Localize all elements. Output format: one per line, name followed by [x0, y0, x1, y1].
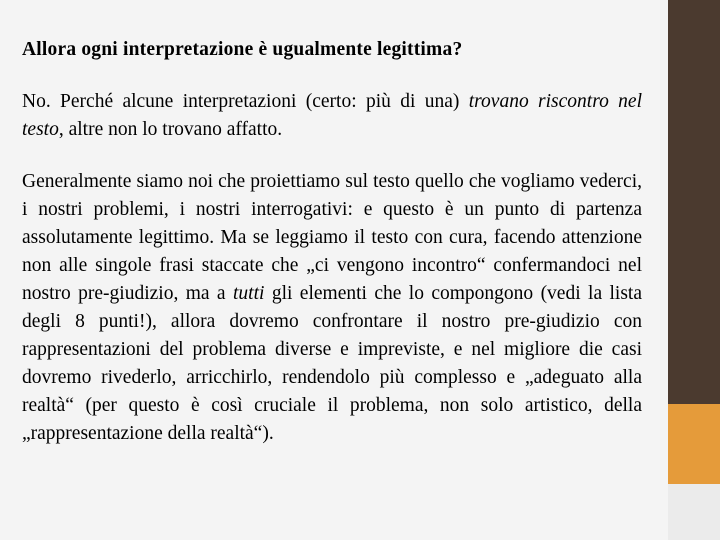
text-content — [22, 36, 642, 448]
paragraph-explanation-italic: tutti — [233, 283, 265, 304]
decorative-sidebar — [668, 0, 720, 540]
paragraph-answer-start: No. Perché alcune interpretazioni (certo: più di una) — [22, 91, 469, 112]
paragraph-answer-end: , altre non lo trovano affatto. — [58, 119, 283, 140]
slide-heading: Allora ogni interpretazione è ugualmente legittima? — [22, 39, 463, 60]
paragraph-explanation — [22, 168, 642, 448]
paragraph-explanation-end: gli elementi che lo compongono (vedi la lista degli 8 punti!), allora dovremo confrontare il nostro pre-giudizio con rappresentazioni del problema diverse e impreviste, e nel migliore die casi dovremo rivederlo, arricchirlo, rendendolo più complesso e „adeguato alla realtà“ (per questo è così cruciale il problema, non solo artistico, della „rappresentazione della realtà“). — [22, 283, 642, 444]
paragraph-answer — [22, 88, 642, 144]
sidebar-light-block — [668, 484, 720, 540]
paragraph-answer-italic: trovano riscontro nel testo — [22, 91, 642, 140]
paragraph-explanation-start: Generalmente siamo noi che proiettiamo sul testo quello che vogliamo vederci, i nostri problemi, i nostri interrogativi: e questo è un punto di partenza assolutamente legittimo. Ma se leggiamo il testo con cura, facendo attenzione non alle singole frasi staccate che „ci vengono incontro“ confermandoci nel nostro pre-giudizio, ma a — [22, 171, 642, 304]
sidebar-dark-block — [668, 0, 720, 404]
sidebar-accent-block — [668, 404, 720, 484]
